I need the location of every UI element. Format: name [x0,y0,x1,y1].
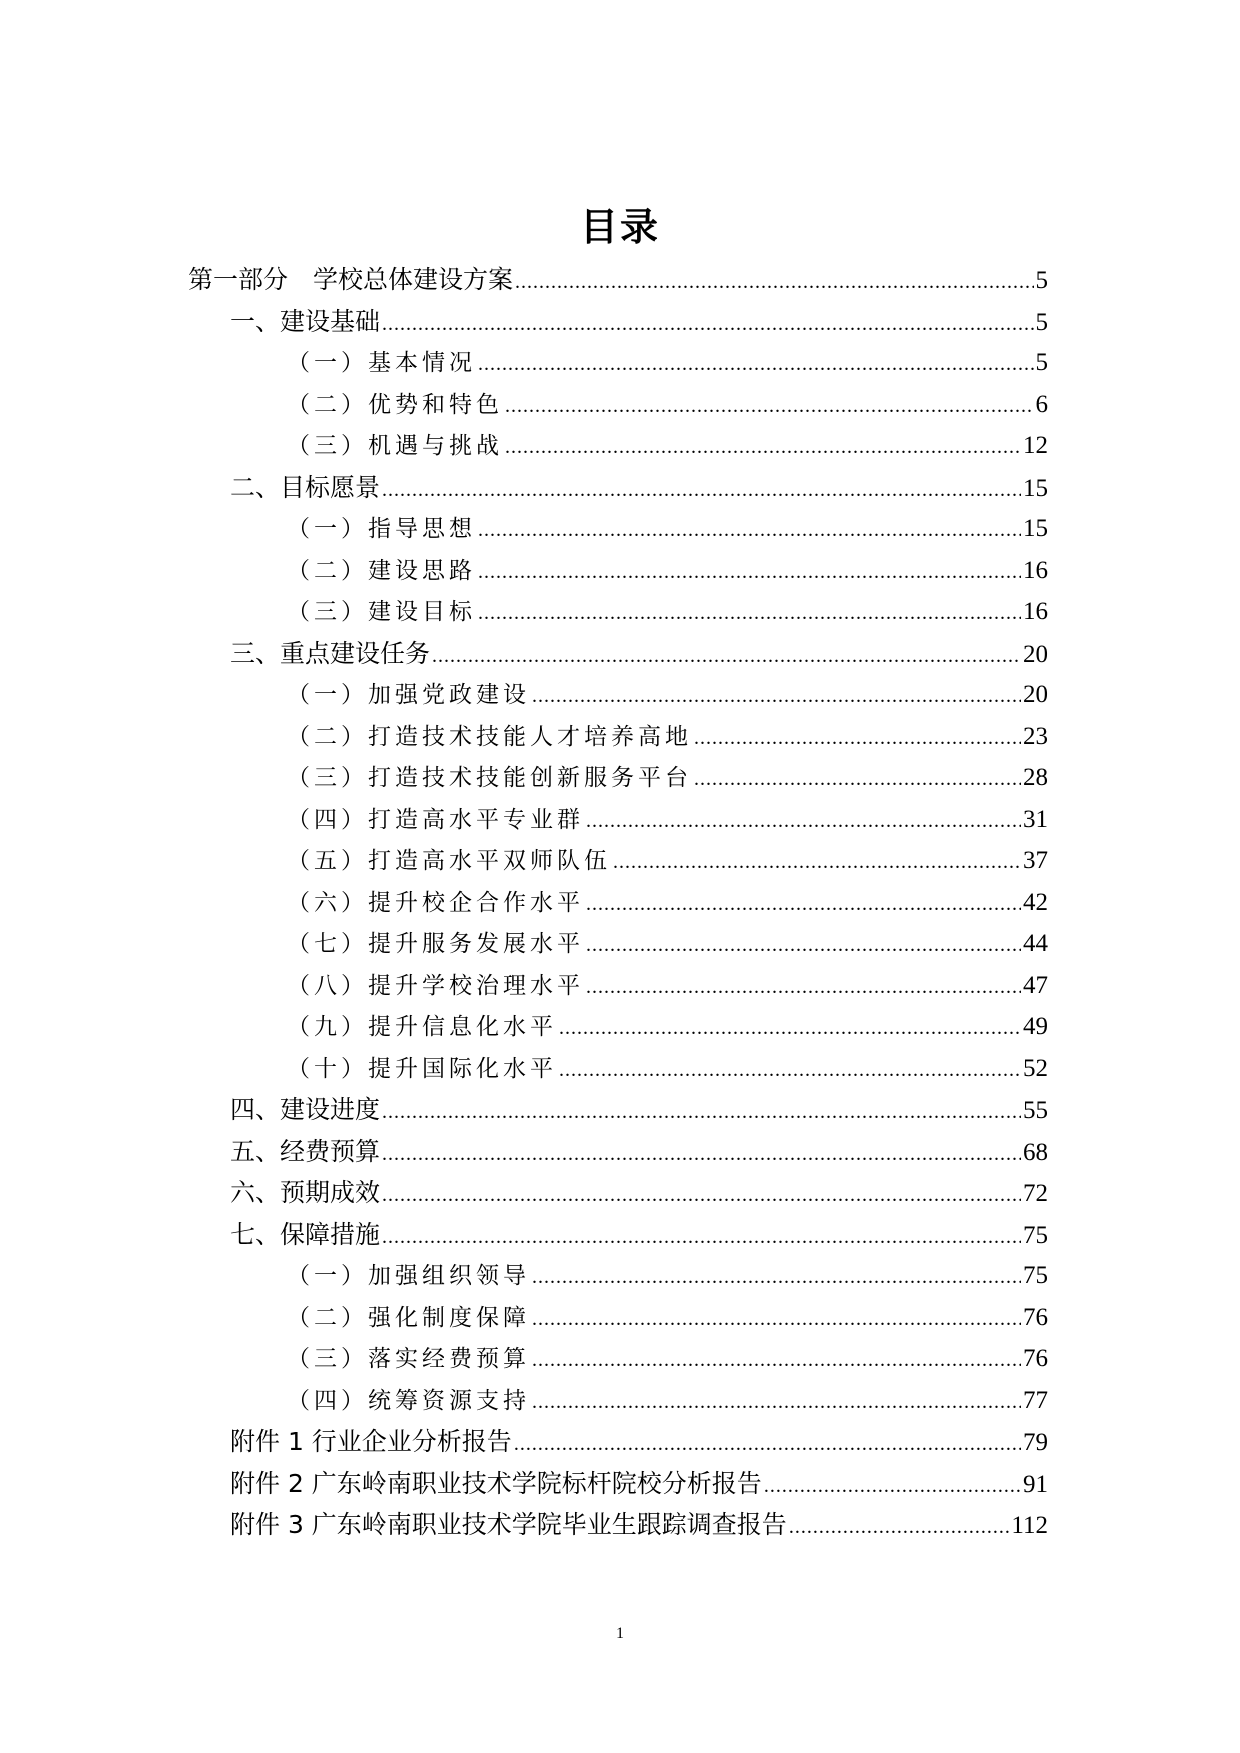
toc-leader-dots [478,346,1034,382]
toc-leader-dots [694,720,1021,756]
toc-leader-dots [382,306,1033,342]
toc-entry-page: 79 [1023,1429,1048,1456]
toc-leader-dots [559,1010,1021,1046]
toc-entry-page: 23 [1023,722,1048,750]
toc-entry[interactable] [287,1051,1048,1087]
toc-leader-dots [532,1259,1021,1295]
toc-entry[interactable] [230,1217,1048,1253]
toc-entry[interactable] [287,1383,1048,1419]
toc-entry-page: 28 [1023,764,1048,791]
toc-entry[interactable] [287,511,1048,547]
toc-entry-page: 20 [1023,681,1048,708]
toc-entry-label: 一、建设基础 [230,306,381,336]
toc-entry-page: 15 [1023,515,1048,542]
toc-entry-label: （七）提升服务发展水平 [287,931,584,957]
toc-entry-page: 12 [1023,432,1048,459]
toc-entry-page: 91 [1023,1470,1048,1498]
toc-leader-dots [382,1136,1021,1172]
toc-entry-page: 68 [1023,1138,1048,1166]
toc-entry-label: （一）加强党政建设 [287,682,530,708]
toc-entry[interactable] [287,1341,1048,1377]
toc-leader-dots [532,1342,1021,1378]
toc-entry-page: 112 [1011,1512,1048,1539]
toc-entry-page: 31 [1023,805,1048,833]
toc-entry-label: （三）建设目标 [287,599,476,625]
toc-entry[interactable] [188,262,1048,298]
toc-entry-page: 6 [1035,390,1048,418]
toc-entry-label: 七、保障措施 [230,1219,381,1249]
toc-entry-label: 六、预期成效 [230,1178,381,1207]
toc-entry-label: （二）建设思路 [287,557,476,584]
toc-entry[interactable] [287,1009,1048,1045]
toc-leader-dots [586,803,1021,839]
toc-leader-dots [694,761,1021,797]
toc-leader-dots [789,1509,1010,1545]
toc-entry-label: （一）基本情况 [287,350,476,376]
toc-entry[interactable] [287,760,1048,796]
toc-entry[interactable] [230,470,1048,506]
page-title: 目录 [579,205,660,249]
toc-entry-label: 第一部分 学校总体建设方案 [188,265,514,294]
toc-entry[interactable] [287,553,1048,589]
toc-entry[interactable] [287,677,1048,713]
toc-entry-label: （二）强化制度保障 [287,1304,530,1331]
toc-entry-page: 20 [1023,640,1048,668]
toc-entry-page: 76 [1023,1345,1048,1372]
toc-entry-label: （五）打造高水平双师队伍 [287,848,611,874]
toc-entry[interactable] [230,1466,1048,1502]
toc-entry-label: （三）落实经费预算 [287,1346,530,1372]
toc-entry-label: （一）加强组织领导 [287,1263,530,1289]
toc-entry-page: 75 [1023,1262,1048,1289]
toc-entry-page: 49 [1023,1013,1048,1040]
toc-entry-label: 二、目标愿景 [230,472,381,502]
toc-entry-page: 75 [1023,1221,1048,1249]
toc-leader-dots [478,512,1021,548]
toc-leader-dots [764,1468,1021,1504]
toc-entry[interactable] [287,1258,1048,1294]
toc-leader-dots [559,1052,1021,1088]
toc-entry-page: 52 [1023,1054,1048,1082]
toc-entry[interactable] [287,594,1048,630]
toc-entry-label: 附件 2 广东岭南职业技术学院标杆院校分析报告 [230,1468,762,1498]
toc-entry[interactable] [287,968,1048,1004]
toc-entry-label: （一）指导思想 [287,516,476,542]
toc-entry-label: （十）提升国际化水平 [287,1055,557,1082]
toc-leader-dots [586,927,1021,963]
toc-leader-dots [514,1426,1021,1462]
toc-entry-label: （二）优势和特色 [287,391,503,418]
toc-entry[interactable] [230,1134,1048,1170]
toc-entry-page: 72 [1023,1180,1048,1207]
toc-entry-page: 47 [1023,971,1048,999]
toc-entry[interactable] [287,802,1048,838]
toc-entry[interactable] [230,1175,1048,1211]
toc-entry[interactable] [287,719,1048,755]
toc-leader-dots [532,678,1021,714]
toc-leader-dots [382,1219,1021,1255]
toc-entry-label: （四）打造高水平专业群 [287,806,584,833]
toc-entry-label: （九）提升信息化水平 [287,1014,557,1040]
toc-leader-dots [478,595,1021,631]
toc-entry-page: 77 [1023,1386,1048,1414]
toc-entry-page: 15 [1023,474,1048,502]
toc-leader-dots [532,1384,1021,1420]
toc-entry-label: （八）提升学校治理水平 [287,972,584,999]
toc-entry-label: 三、重点建设任务 [230,638,431,668]
toc-entry-label: （三）机遇与挑战 [287,433,503,459]
toc-entry[interactable] [287,345,1048,381]
toc-entry[interactable] [287,885,1048,921]
toc-entry-label: （二）打造技术技能人才培养高地 [287,723,692,750]
toc-entry-label: （三）打造技术技能创新服务平台 [287,765,692,791]
toc-entry-page: 16 [1023,598,1048,625]
toc-entry[interactable] [287,428,1048,464]
toc-entry-page: 5 [1035,267,1048,294]
toc-entry[interactable] [287,1300,1048,1336]
toc-leader-dots [586,969,1021,1005]
toc-entry-page: 76 [1023,1303,1048,1331]
toc-leader-dots [586,886,1021,922]
toc-entry-page: 16 [1023,556,1048,584]
toc-leader-dots [532,1301,1021,1337]
page-number: 1 [616,1625,624,1642]
toc-entry[interactable] [287,387,1048,423]
toc-leader-dots [478,554,1021,590]
toc-leader-dots [432,638,1021,674]
toc-entry[interactable] [287,843,1048,879]
toc-entry-page: 37 [1023,847,1048,874]
toc-entry-label: 五、经费预算 [230,1136,381,1166]
toc-entry-page: 42 [1023,888,1048,916]
toc-entry-label: 附件 3 广东岭南职业技术学院毕业生跟踪调查报告 [230,1510,787,1539]
toc-entry-page: 55 [1023,1097,1048,1124]
toc-entry[interactable] [287,926,1048,962]
toc-entry[interactable] [230,636,1048,672]
toc-entry-label: 附件 1 行业企业分析报告 [230,1427,512,1456]
toc-leader-dots [613,844,1021,880]
toc-entry[interactable] [230,304,1048,340]
toc-entry-label: （六）提升校企合作水平 [287,889,584,916]
toc-leader-dots [515,264,1033,300]
toc-entry[interactable] [230,1424,1048,1460]
toc-leader-dots [505,429,1021,465]
toc-leader-dots [382,1177,1021,1213]
toc-leader-dots [382,1094,1021,1130]
toc-entry-page: 5 [1035,308,1048,336]
toc-entry[interactable] [230,1507,1048,1543]
toc-entry-page: 5 [1035,349,1048,376]
toc-entry-label: （四）统筹资源支持 [287,1387,530,1414]
toc-entry-label: 四、建设进度 [230,1095,381,1124]
toc-leader-dots [382,472,1021,508]
toc-entry-page: 44 [1023,930,1048,957]
toc-entry[interactable] [230,1092,1048,1128]
toc-leader-dots [505,388,1034,424]
